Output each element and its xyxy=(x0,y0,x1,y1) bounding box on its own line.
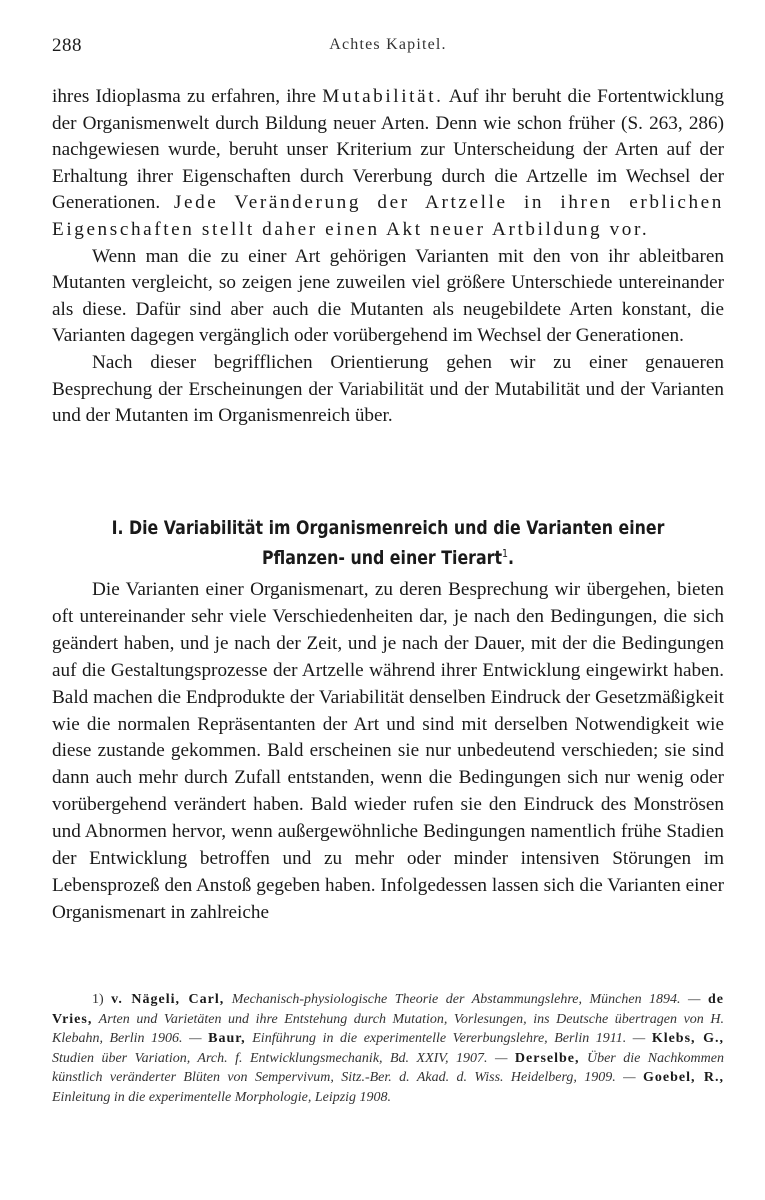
page-number: 288 xyxy=(52,35,82,56)
footnote-marker: 1 xyxy=(502,547,509,560)
body-text-upper xyxy=(52,84,724,430)
footnote-author: Klebs, G., xyxy=(651,1031,724,1047)
footnote-author: v. Nägeli, Carl, xyxy=(111,992,225,1007)
footnote-author: Baur, xyxy=(208,1031,246,1047)
footnote-author: Derselbe, xyxy=(514,1050,580,1066)
running-head: Achtes Kapitel. xyxy=(329,36,447,53)
footnote-text: Arten und Varietäten und ihre Entstehung durch Mutation, Vorlesungen, ins Deutsche übertragen von H. Klebahn, Berlin 1906. — xyxy=(52,1011,724,1047)
page-header xyxy=(52,35,724,59)
paragraph: Wenn man die zu einer Art gehörigen Varianten mit den von ihr ableitbaren Mutanten vergleicht, so zeigen jene zuweilen viel größere Unterschiede untereinander als diese. Dafür sind aber auch die Mutanten als neugebildete Arten konstant, die Varianten dagegen vergänglich oder vorübergehend im Wechsel der Generationen. xyxy=(52,245,724,347)
footnote-marker: 1) xyxy=(92,992,104,1007)
footnote xyxy=(52,990,724,1108)
footnote-author: Goebel, R., xyxy=(643,1070,724,1086)
footnote-text: Über die Nachkommen künstlich veränderter Blüten von Sempervivum, Sitz.-Ber. d. Akad. d. Wiss. Heidelberg, 1909. — xyxy=(52,1050,724,1086)
text-run: Auf ihr beruht die Fortentwicklung der Organismenwelt durch Bildung neuer Arten. Denn wie schon früher (S. 263, 286) nachgewiesen wurde, beruht unser Kriterium zur Unterscheidung der Arten auf der Erhaltung ihrer Eigenschaften durch Vererbung durch die Artzelle im Wechsel der Generationen. xyxy=(52,86,725,214)
emphasized-text: Jede Veränderung der Artzelle in ihren erblichen Eigenschaften stellt daher einen Akt neuer Artbildung vor. xyxy=(52,192,724,240)
footnote-text: Einleitung in die experimentelle Morphologie, Leipzig 1908. xyxy=(52,1089,392,1105)
section-heading-text: I. Die Variabilität im Organismenreich und die Varianten einer Pflanzen- und einer Tierart xyxy=(111,518,665,569)
footnote-author: de Vries, xyxy=(52,992,724,1027)
body-text-lower xyxy=(52,577,724,927)
emphasized-text: Mutabilität. xyxy=(322,86,444,107)
text-run: ihres Idioplasma zu erfahren, ihre xyxy=(52,86,323,107)
paragraph: Nach dieser begrifflichen Orientierung gehen wir zu einer genaueren Besprechung der Erscheinungen der Variabilität und der Mutabilität und der Varianten und der Mutanten im Organismenreich über. xyxy=(52,351,724,427)
footnotes xyxy=(52,990,724,1108)
heading-period: . xyxy=(508,548,515,569)
paragraph xyxy=(52,84,724,244)
section-heading xyxy=(99,516,677,571)
paragraph: Die Varianten einer Organismenart, zu deren Besprechung wir übergehen, bieten oft untereinander sehr viele Verschiedenheiten dar, je nach den Bedingungen, die sich geändert haben, und je nach der Zeit, und je nach der Dauer, mit der die Bedingungen auf die Gestaltungsprozesse der Artzelle während ihrer Entwicklung eingewirkt haben. Bald machen die Endprodukte der Variabilität denselben Eindruck der Gesetzmäßigkeit wie die normalen Repräsentanten der Art und sind mit derselben Notwendigkeit wie diese zustande gekommen. Bald erscheinen sie nur unbedeutend verschieden; sie sind dann auch mehr durch Zufall entstanden, wenn die Bedingungen sich nur wenig oder vorübergehend verändert haben. Bald wieder rufen sie den Eindruck des Monströsen und Abnormen hervor, wenn außergewöhnliche Bedingungen namentlich frühe Stadien der Entwicklung betroffen und zu mehr oder minder intensiven Störungen im Lebensprozeß den Anstoß gegeben haben. Infolgedessen lassen sich die Varianten einer Organismenart in zahlreiche xyxy=(52,579,724,923)
footnote-text: Studien über Variation, Arch. f. Entwicklungsmechanik, Bd. XXIV, 1907. — xyxy=(52,1050,515,1066)
footnote-text: Einführung in die experimentelle Vererbungslehre, Berlin 1911. — xyxy=(245,1031,652,1047)
footnote-text: Mechanisch-physiologische Theorie der Abstammungslehre, München 1894. — xyxy=(224,992,708,1007)
